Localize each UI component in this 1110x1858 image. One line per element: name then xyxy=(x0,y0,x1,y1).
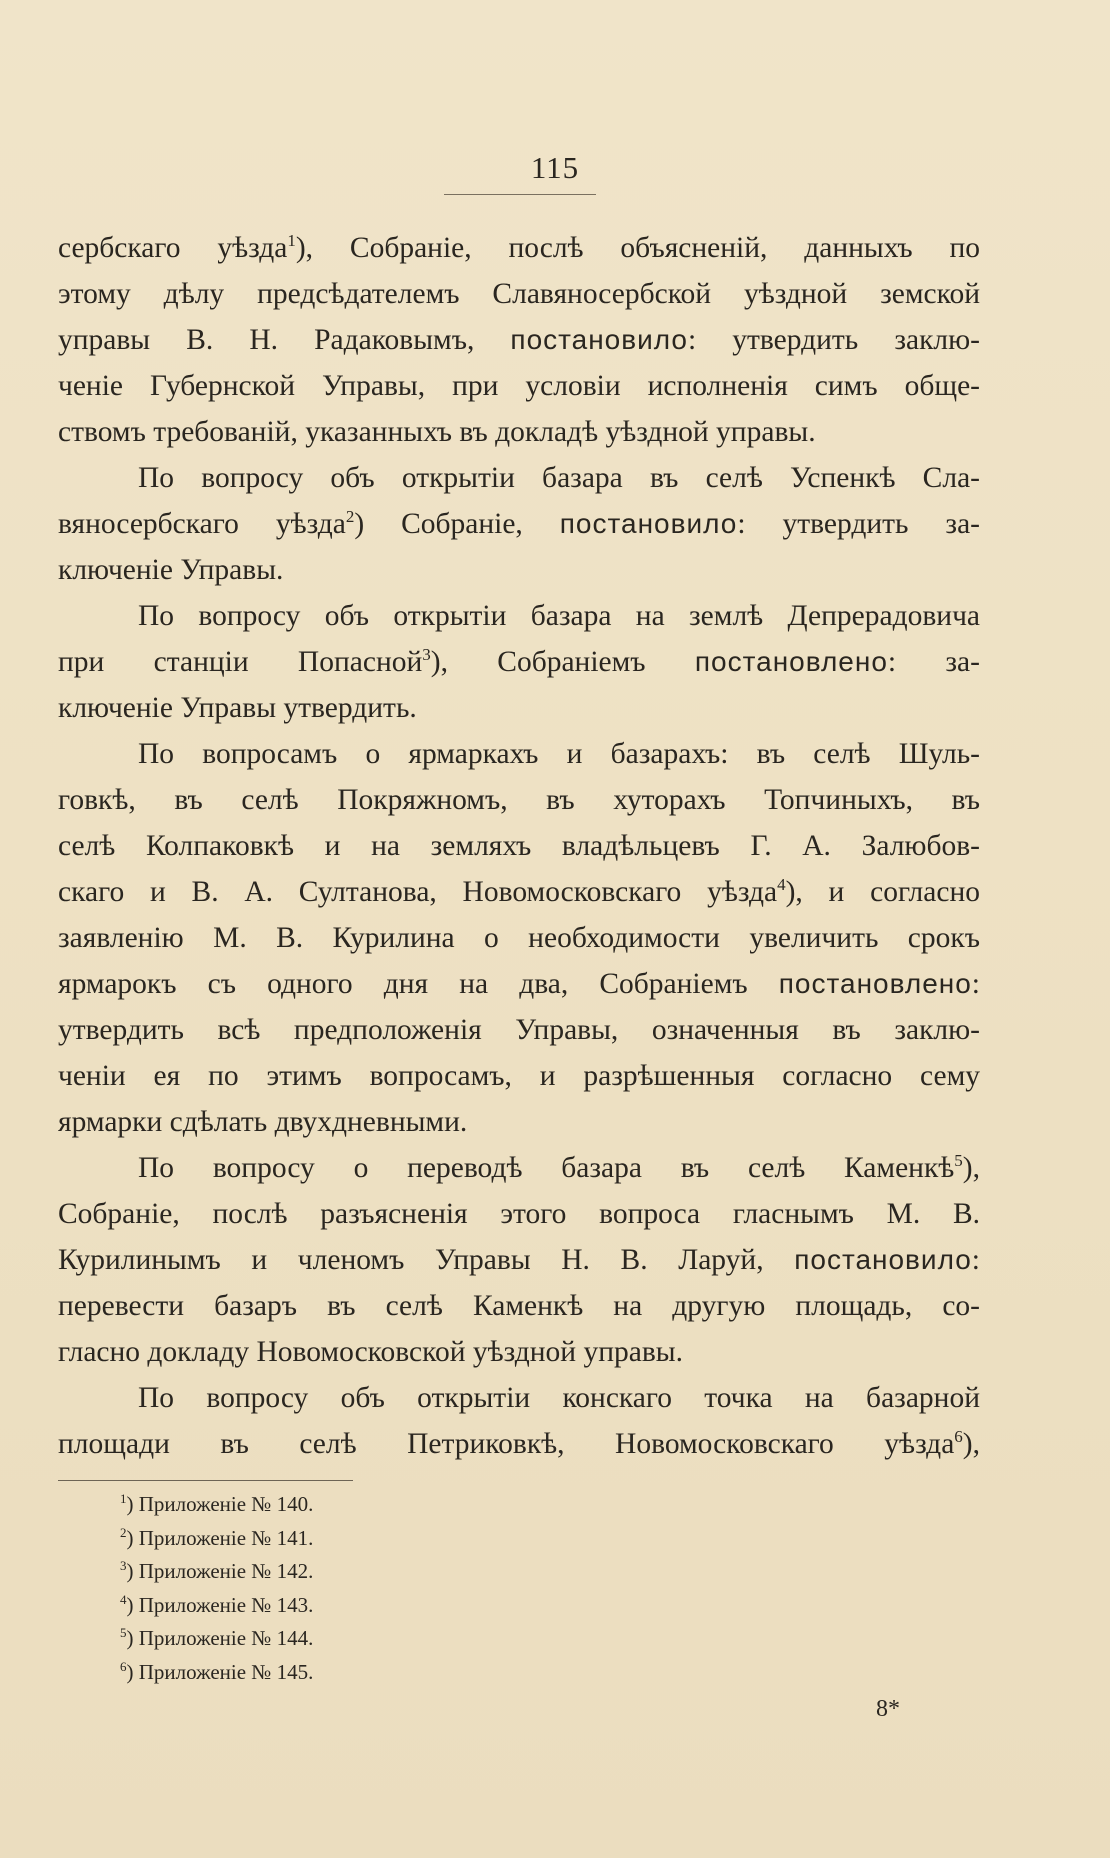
text-line: этому дѣлу предсѣдателемъ Славяносербской уѣздной земской xyxy=(58,278,980,310)
text-line: По вопросу объ открытіи базара на землѣ Депрерадовича xyxy=(138,600,980,632)
text-line: при станціи Попасной$^3$), Собраніемъ постановлено: за- xyxy=(58,645,980,678)
resolution-word: постановило xyxy=(559,508,738,539)
text-line: вяносербскаго уѣзда$^2$) Собраніе, постановило: утвердить за- xyxy=(58,507,980,540)
footnote: $^6$) Приложеніе № 145. xyxy=(120,1658,314,1684)
text-line: утвердить всѣ предположенія Управы, означенныя въ заклю- xyxy=(58,1014,980,1046)
text-line: ярмарокъ съ одного дня на два, Собраніемъ постановлено: xyxy=(58,968,980,1000)
signature-mark: 8* xyxy=(876,1696,900,1722)
body-text xyxy=(58,225,980,1467)
text-line: Курилинымъ и членомъ Управы Н. В. Ларуй, постановило: xyxy=(58,1244,980,1276)
resolution-word: постановлено xyxy=(694,646,888,677)
footnotes xyxy=(120,1488,520,1689)
text-line: ченіи ея по этимъ вопросамъ, и разрѣшенныя согласно сему xyxy=(58,1060,980,1092)
header-rule xyxy=(444,194,596,195)
resolution-word: постановило xyxy=(510,324,688,355)
resolution-word: постановлено xyxy=(778,968,972,999)
resolution-word: постановило xyxy=(794,1244,972,1275)
text-line: площади въ селѣ Петриковкѣ, Новомосковскаго уѣзда$^6$), xyxy=(58,1427,980,1460)
text-line: ченіе Губернской Управы, при условіи исполненія симъ обще- xyxy=(58,370,980,402)
text-line: сербскаго уѣзда$^1$), Собраніе, послѣ объясненій, данныхъ по xyxy=(58,231,980,264)
text-line: говкѣ, въ селѣ Покряжномъ, въ хуторахъ Топчиныхъ, въ xyxy=(58,784,980,816)
text-line: По вопросу объ открытіи базара въ селѣ Успенкѣ Сла- xyxy=(138,462,980,494)
footnote: $^4$) Приложеніе № 143. xyxy=(120,1591,314,1617)
text-line: ярмарки сдѣлать двухдневными. xyxy=(58,1106,468,1138)
text-line: По вопросу о переводѣ базара въ селѣ Каменкѣ$^5$), xyxy=(138,1151,980,1184)
footnote: $^2$) Приложеніе № 141. xyxy=(120,1524,314,1550)
page-number: 115 xyxy=(530,150,580,185)
text-line: По вопросамъ о ярмаркахъ и базарахъ: въ селѣ Шуль- xyxy=(138,738,980,770)
text-line: селѣ Колпаковкѣ и на земляхъ владѣльцевъ Г. А. Залюбов- xyxy=(58,830,980,862)
text-line: скаго и В. А. Султанова, Новомосковскаго уѣзда$^4$), и согласно xyxy=(58,875,980,908)
text-line: гласно докладу Новомосковской уѣздной управы. xyxy=(58,1336,683,1368)
footnote: $^3$) Приложеніе № 142. xyxy=(120,1558,314,1583)
text-line: Собраніе, послѣ разъясненія этого вопроса гласнымъ М. В. xyxy=(58,1198,980,1230)
text-line: ключеніе Управы утвердить. xyxy=(58,692,417,724)
footnote: $^5$) Приложеніе № 144. xyxy=(120,1625,314,1650)
text-line: перевести базаръ въ селѣ Каменкѣ на другую площадь, со- xyxy=(58,1290,980,1322)
footnote-rule xyxy=(58,1480,353,1481)
text-line: заявленію М. В. Курилина о необходимости увеличить срокъ xyxy=(58,922,980,954)
text-line: ствомъ требованій, указанныхъ въ докладѣ уѣздной управы. xyxy=(58,416,816,448)
text-line: По вопросу объ открытіи конскаго точка на базарной xyxy=(138,1382,980,1414)
footnote: $^1$) Приложеніе № 140. xyxy=(120,1491,314,1516)
text-line: ключеніе Управы. xyxy=(58,554,284,586)
text-line: управы В. Н. Радаковымъ, постановило: утвердить заклю- xyxy=(58,324,980,356)
